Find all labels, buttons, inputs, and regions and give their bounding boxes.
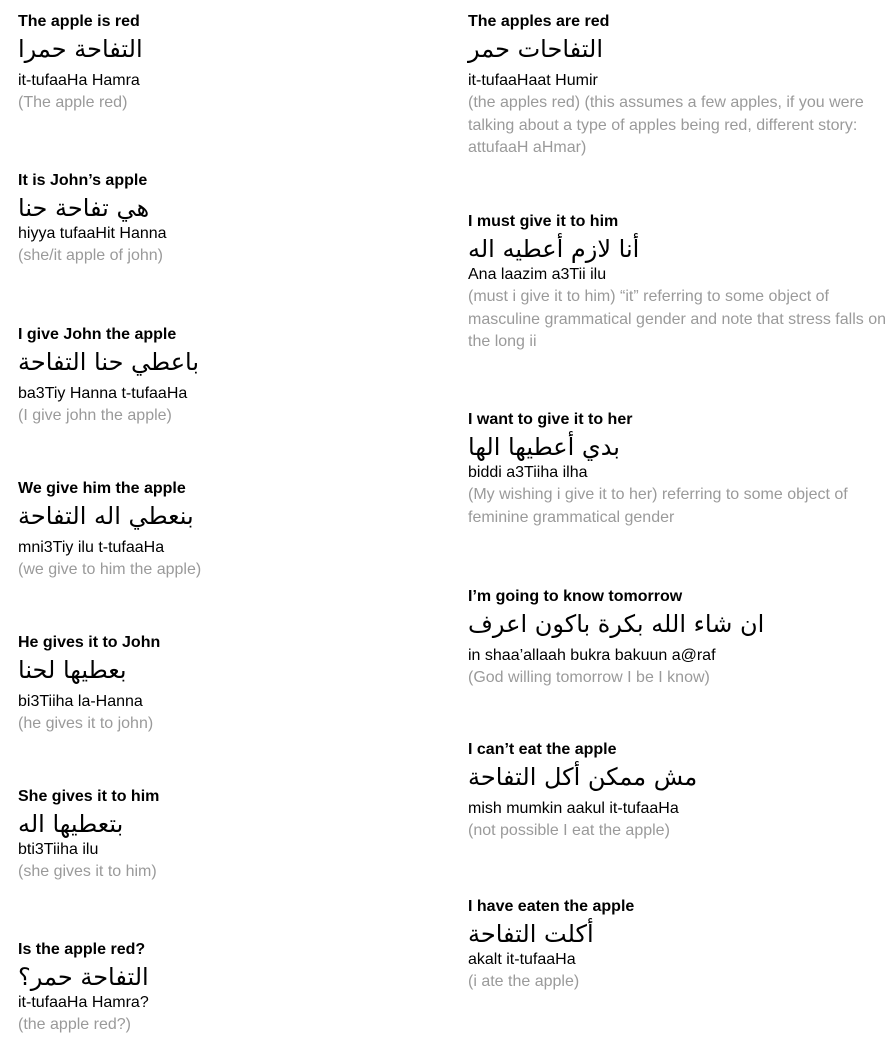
phrase-entry xyxy=(468,212,888,354)
arabic-text: بعطيها لحنا xyxy=(18,656,127,684)
english-phrase: The apples are red xyxy=(468,13,610,30)
transliteration: ba3Tiy Hanna t-tufaaHa xyxy=(18,385,188,402)
arabic-text: مش ممكن أكل التفاحة xyxy=(468,763,698,791)
phrase-entry xyxy=(18,479,438,582)
arabic-text: بنعطي اله التفاحة xyxy=(18,502,194,530)
arabic-phrase xyxy=(468,762,888,792)
arabic-text: باعطي حنا التفاحة xyxy=(18,348,200,376)
arabic-text: التفاحة حمر؟ xyxy=(18,963,149,991)
english-phrase: The apple is red xyxy=(18,13,140,30)
transliteration: it-tufaaHaat Humir xyxy=(468,72,598,89)
arabic-text: التفاحات حمر xyxy=(468,35,603,63)
arabic-phrase xyxy=(18,501,438,531)
english-phrase: I want to give it to her xyxy=(468,411,633,428)
arabic-text: هي تفاحة حنا xyxy=(18,194,150,222)
arabic-phrase xyxy=(18,655,438,685)
english-phrase: I give John the apple xyxy=(18,326,177,343)
transliteration: bti3Tiiha ilu xyxy=(18,841,99,858)
phrase-entry xyxy=(18,12,438,115)
literal-gloss: (i ate the apple) xyxy=(468,973,580,990)
arabic-phrase xyxy=(468,609,888,639)
literal-gloss: (not possible I eat the apple) xyxy=(468,822,670,839)
english-phrase: He gives it to John xyxy=(18,634,161,651)
arabic-text: التفاحة حمرا xyxy=(18,35,143,63)
phrase-entry xyxy=(468,12,888,160)
literal-gloss: (she/it apple of john) xyxy=(18,247,163,264)
literal-gloss: (The apple red) xyxy=(18,94,128,111)
literal-gloss: (must i give it to him) “it” referring to some object of masculine grammatical gender and note that stress falls on the long ii xyxy=(468,288,886,350)
phrase-entry xyxy=(18,940,438,1037)
arabic-phrase xyxy=(468,432,888,462)
phrase-entry xyxy=(468,587,888,690)
arabic-phrase xyxy=(18,34,438,64)
literal-gloss: (he gives it to john) xyxy=(18,715,154,732)
english-phrase: We give him the apple xyxy=(18,480,186,497)
transliteration: it-tufaaHa Hamra? xyxy=(18,994,149,1011)
english-phrase: It is John’s apple xyxy=(18,172,148,189)
transliteration: hiyya tufaaHit Hanna xyxy=(18,225,167,242)
literal-gloss: (I give john the apple) xyxy=(18,407,172,424)
transliteration: it-tufaaHa Hamra xyxy=(18,72,140,89)
english-phrase: I’m going to know tomorrow xyxy=(468,588,683,605)
phrase-entry xyxy=(18,325,438,428)
english-phrase: I must give it to him xyxy=(468,213,619,230)
literal-gloss: (My wishing i give it to her) referring to some object of feminine grammatical gender xyxy=(468,486,848,526)
arabic-text: بتعطيها اله xyxy=(18,810,124,838)
arabic-text: أنا لازم أعطيه اله xyxy=(468,235,640,263)
arabic-phrase xyxy=(18,193,438,223)
arabic-phrase xyxy=(18,962,438,992)
arabic-phrase xyxy=(18,347,438,377)
transliteration: bi3Tiiha la-Hanna xyxy=(18,693,143,710)
literal-gloss: (the apples red) (this assumes a few apples, if you were talking about a type of apples being red, different story: attufaaH aHmar) xyxy=(468,94,864,156)
arabic-text: بدي أعطيها الها xyxy=(468,433,620,461)
english-phrase: Is the apple red? xyxy=(18,941,146,958)
transliteration: biddi a3Tiiha ilha xyxy=(468,464,588,481)
phrase-entry xyxy=(468,740,888,843)
transliteration: mni3Tiy ilu t-tufaaHa xyxy=(18,539,165,556)
phrase-entry xyxy=(18,787,438,884)
phrase-entry xyxy=(468,897,888,994)
arabic-phrase xyxy=(468,919,888,949)
transliteration: akalt it-tufaaHa xyxy=(468,951,576,968)
english-phrase: I have eaten the apple xyxy=(468,898,635,915)
english-phrase: I can’t eat the apple xyxy=(468,741,617,758)
transliteration: Ana laazim a3Tii ilu xyxy=(468,266,607,283)
phrase-entry xyxy=(468,410,888,529)
phrase-entry xyxy=(18,171,438,268)
arabic-text: أكلت التفاحة xyxy=(468,920,594,948)
arabic-phrase xyxy=(468,234,888,264)
literal-gloss: (God willing tomorrow I be I know) xyxy=(468,669,710,686)
arabic-phrase xyxy=(18,809,438,839)
transliteration: mish mumkin aakul it-tufaaHa xyxy=(468,800,679,817)
phrase-entry xyxy=(18,633,438,736)
literal-gloss: (she gives it to him) xyxy=(18,863,157,880)
arabic-text: ان شاء الله بكرة باكون اعرف xyxy=(468,610,765,638)
literal-gloss: (we give to him the apple) xyxy=(18,561,202,578)
english-phrase: She gives it to him xyxy=(18,788,160,805)
transliteration: in shaa’allaah bukra bakuun a@raf xyxy=(468,647,716,664)
arabic-phrase xyxy=(468,34,888,64)
literal-gloss: (the apple red?) xyxy=(18,1016,131,1033)
